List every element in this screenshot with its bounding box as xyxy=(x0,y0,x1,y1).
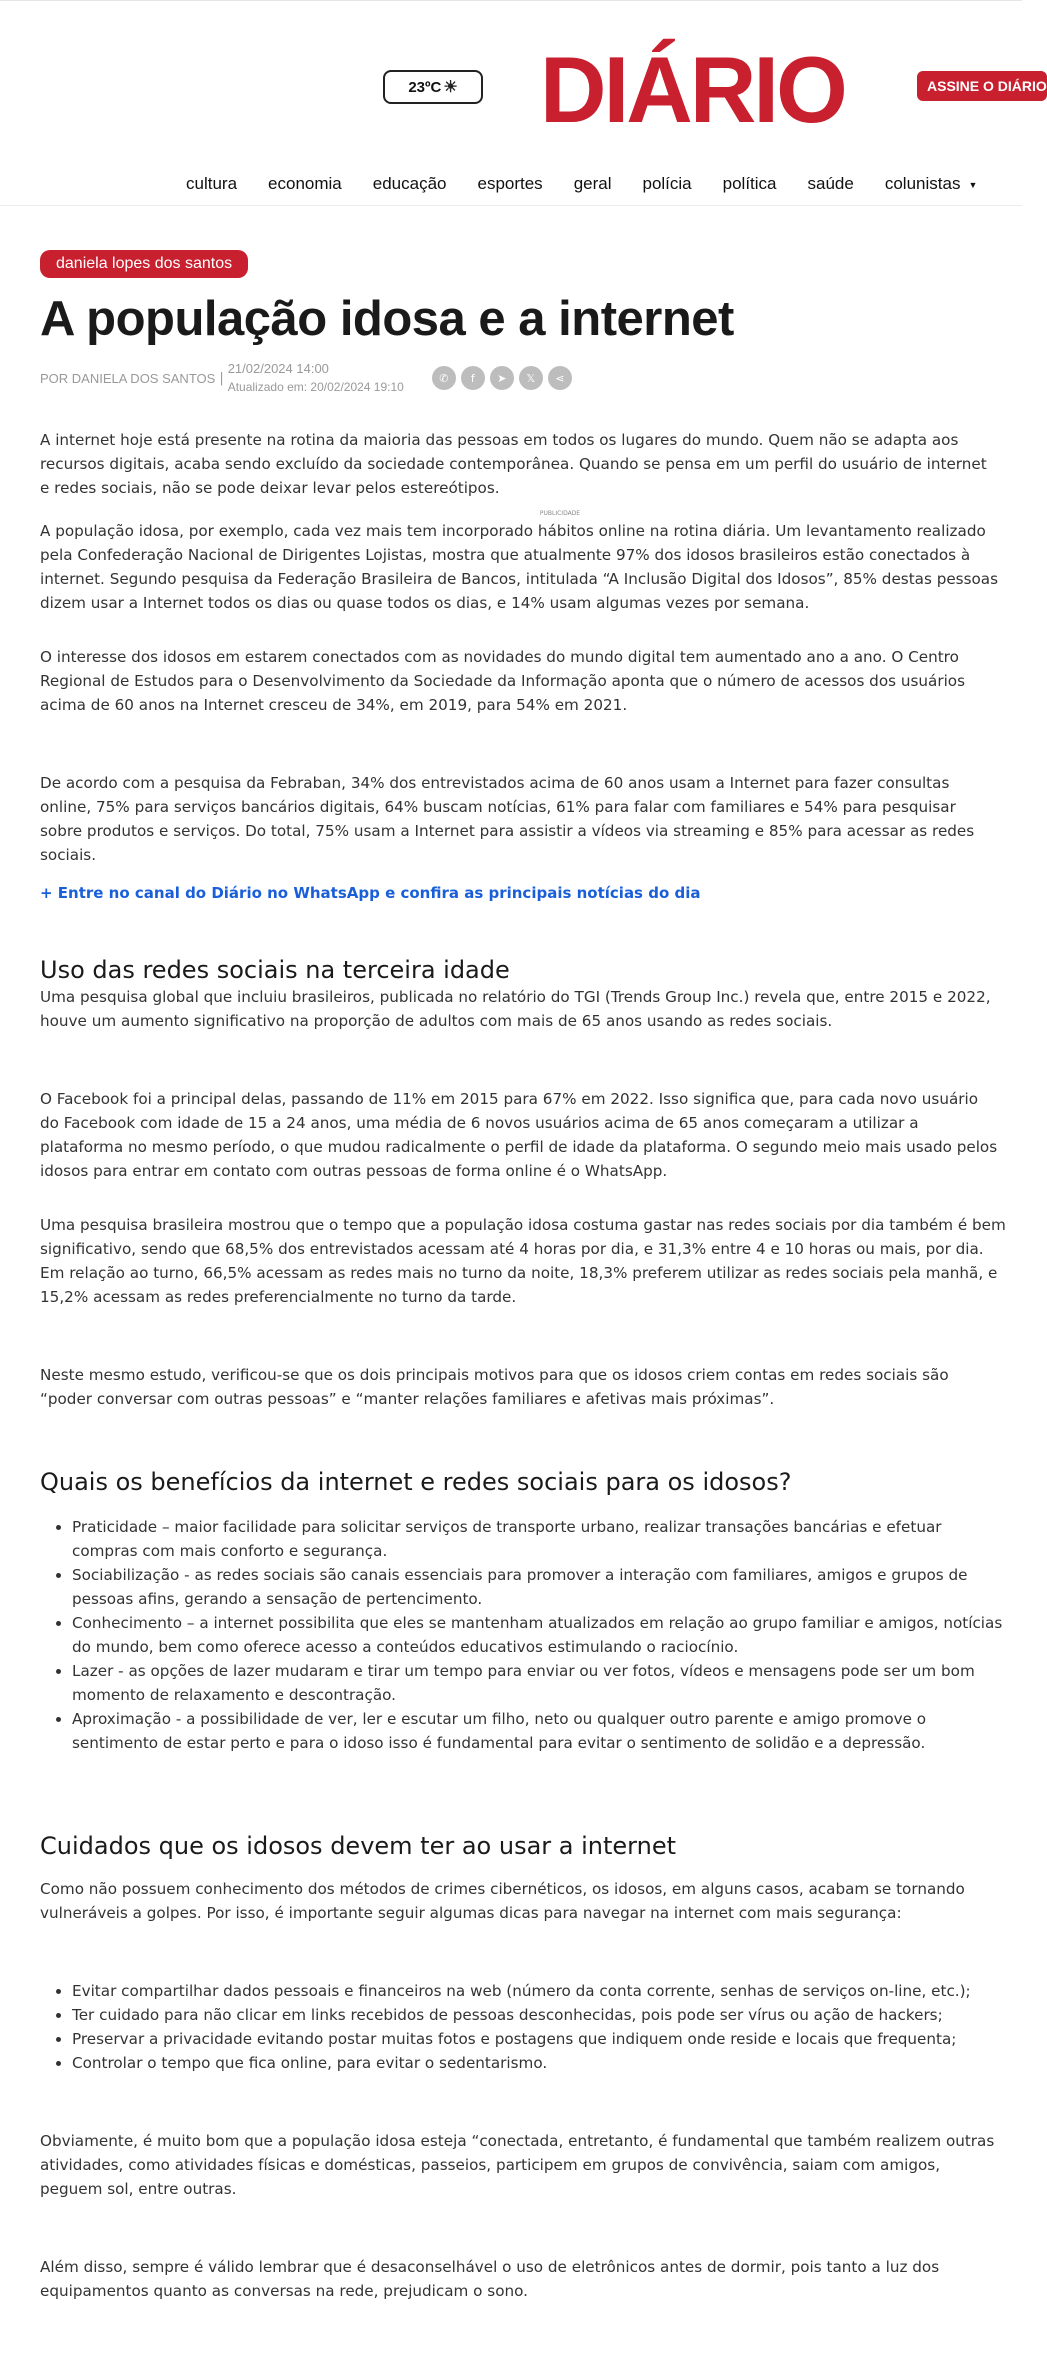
list-item: • Lazer - as opções de lazer mudaram e tirar um tempo para enviar ou ver fotos, vídeos e mensagens pode ser um bom momento de relaxamento e descontração. xyxy=(72,1659,1006,1707)
published-date: 21/02/2024 14:00 xyxy=(227,361,329,376)
section-heading: Uso das redes sociais na terceira idade xyxy=(40,956,510,984)
nav-item-colunistas[interactable] xyxy=(885,174,978,194)
paragraph: Além disso, sempre é válido lembrar que é desaconselhável o uso de eletrônicos antes de dormir, pois tanto a luz dos equipamentos quanto as conversas na rede, prejudicam o sono. xyxy=(40,2258,940,2300)
caret-down-icon: ▼ xyxy=(968,179,978,190)
nav-item-politica[interactable]: política xyxy=(722,174,777,193)
nav-item-policia[interactable]: polícia xyxy=(642,174,692,193)
list-item: • Ter cuidado para não clicar em links recebidos de pessoas desconhecidas, pois pode ser vírus ou ação de hackers; xyxy=(72,2003,1015,2027)
main-nav xyxy=(0,172,1022,206)
nav-item-colunistas-label: colunistas xyxy=(884,174,961,193)
nav-item-saude[interactable]: saúde xyxy=(807,174,854,193)
weather-widget[interactable] xyxy=(383,70,483,104)
article xyxy=(40,250,1010,2303)
facebook-icon[interactable]: f xyxy=(461,366,485,390)
paragraph: De acordo com a pesquisa da Febraban, 34% dos entrevistados acima de 60 anos usam a Internet para fazer consultas online, 75% para serviços bancários digitais, 64% buscam notícias, 61% para falar com familiares e 54% para pesquisar sobre produtos e serviços. Do total, 75% usam a Internet para assistir a vídeos via streaming e 85% para acessar as redes sociais. xyxy=(40,774,975,864)
benefits-list xyxy=(40,1515,1006,1755)
paragraph: Uma pesquisa brasileira mostrou que o tempo que a população idosa costuma gastar nas redes sociais por dia também é bem significativo, sendo que 68,5% dos entrevistados acessam até 4 horas por dia, e 31,3% entre 4 e 10 horas ou mais, por dia. Em relação ao turno, 66,5% acessam as redes mais no turno da noite, 18,3% preferem utilizar as redes sociais pela manhã, e 15,2% acessam as redes preferencialmente no turno da tarde. xyxy=(40,1216,1006,1306)
updated-date: Atualizado em: 20/02/2024 19:10 xyxy=(227,380,404,394)
weather-temperature: 23ºC xyxy=(408,78,442,96)
paragraph: O Facebook foi a principal delas, passando de 11% em 2015 para 67% em 2022. Isso significa que, para cada novo usuário do Facebook com idade de 15 a 24 anos, uma média de 6 novos usuários acima de 65 anos começaram a utilizar a plataforma no mesmo período, o que mudou radicalmente o perfil de idade da plataforma. O segundo meio mais usado pelos idosos para entrar em contato com outras pessoas de forma online é o WhatsApp. xyxy=(40,1090,998,1180)
section-heading: Cuidados que os idosos devem ter ao usar a internet xyxy=(40,1832,676,1860)
article-author[interactable]: POR DANIELA DOS SANTOS xyxy=(40,370,216,386)
paragraph: A internet hoje está presente na rotina da maioria das pessoas em todos os lugares do mundo. Quem não se adapta aos recursos digitais, acaba sendo excluído da sociedade contemporânea. Quando se pensa em um perfil do usuário de internet e redes sociais, não se pode deixar levar pelos estereótipos. xyxy=(40,431,987,497)
list-item: • Evitar compartilhar dados pessoais e financeiros na web (número da conta corrente, senhas de serviços on-line, etc.); xyxy=(72,1979,1015,2003)
nav-item-geral[interactable]: geral xyxy=(573,174,612,193)
subscribe-button[interactable]: ASSINE O DIÁRIO xyxy=(917,71,1047,101)
sun-icon: ☀ xyxy=(443,79,458,96)
paragraph: Neste mesmo estudo, verificou-se que os dois principais motivos para que os idosos criem contas em redes sociais são “poder conversar com outras pessoas” e “manter relações familiares e afetivas mais próximas”. xyxy=(40,1366,949,1408)
list-item: • Sociabilização - as redes sociais são canais essenciais para promover a interação com familiares, amigos e grupos de pessoas afins, gerando a sensação de pertencimento. xyxy=(72,1563,1006,1611)
paragraph: Obviamente, é muito bom que a população idosa esteja “conectada, entretanto, é fundamental que também realizem outras atividades, como atividades físicas e domésticas, passeios, participem em grupos de convivência, saiam com amigos, peguem sol, entre outras. xyxy=(40,2132,995,2198)
nav-item-economia[interactable]: economia xyxy=(268,174,342,193)
article-meta xyxy=(40,358,1010,398)
paragraph: Uma pesquisa global que incluiu brasileiros, publicada no relatório do TGI (Trends Group Inc.) revela que, entre 2015 e 2022, houve um aumento significativo na proporção de adultos com mais de 65 anos usando as redes sociais. xyxy=(40,988,991,1030)
telegram-icon[interactable]: ➤ xyxy=(490,366,514,390)
article-dates xyxy=(228,359,404,397)
meta-separator: | xyxy=(219,370,224,386)
list-item: • Preservar a privacidade evitando postar muitas fotos e postagens que indiquem onde reside e locais que frequenta; xyxy=(72,2027,1015,2051)
list-item: • Praticidade – maior facilidade para solicitar serviços de transporte urbano, realizar transações bancárias e efetuar compras com mais conforto e segurança. xyxy=(72,1515,1006,1563)
column-tag[interactable]: daniela lopes dos santos xyxy=(40,250,248,278)
whatsapp-channel-link[interactable]: + Entre no canal do Diário no WhatsApp e confira as principais notícias do dia xyxy=(40,884,701,902)
x-icon[interactable]: 𝕏 xyxy=(519,366,543,390)
nav-item-cultura[interactable]: cultura xyxy=(186,174,238,193)
paragraph: Como não possuem conhecimento dos métodos de crimes cibernéticos, os idosos, em alguns casos, acabam se tornando vulneráveis a golpes. Por isso, é importante seguir algumas dicas para navegar na internet com mais segurança: xyxy=(40,1880,965,1922)
paragraph: O interesse dos idosos em estarem conectados com as novidades do mundo digital tem aumentado ano a ano. O Centro Regional de Estudos para o Desenvolvimento da Sociedade da Informação aponta que o número de acessos dos usuários acima de 60 anos na Internet cresceu de 34%, em 2019, para 54% em 2021. xyxy=(40,648,965,714)
site-logo[interactable]: DIÁRIO xyxy=(540,37,845,142)
nav-item-esportes[interactable]: esportes xyxy=(477,174,543,193)
list-item: • Controlar o tempo que fica online, para evitar o sedentarismo. xyxy=(72,2051,1015,2075)
share-bar xyxy=(432,366,572,390)
list-item: • Conhecimento – a internet possibilita que eles se mantenham atualizados em relação ao grupo familiar e amigos, notícias do mundo, bem como oferece acesso a conteúdos educativos estimulando o raciocínio. xyxy=(72,1611,1006,1659)
article-title: A população idosa e a internet xyxy=(40,292,734,346)
section-heading: Quais os benefícios da internet e redes sociais para os idosos? xyxy=(40,1468,792,1496)
article-body xyxy=(40,428,1010,2303)
list-item: • Aproximação - a possibilidade de ver, ler e escutar um filho, neto ou qualquer outro parente e amigo promove o sentimento de estar perto e para o idoso isso é fundamental para evitar o sentimento de solidão e a depressão. xyxy=(72,1707,1006,1755)
tips-list xyxy=(40,1979,1015,2075)
ad-label: PUBLICIDADE xyxy=(539,510,581,517)
whatsapp-icon[interactable]: ✆ xyxy=(432,366,456,390)
share-icon[interactable]: ⋖ xyxy=(548,366,572,390)
paragraph: A população idosa, por exemplo, cada vez mais tem incorporado hábitos online na rotina diária. Um levantamento realizado pela Confederação Nacional de Dirigentes Lojistas, mostra que atualmente 97% dos idosos brasileiros estão conectados à internet. Segundo pesquisa da Federação Brasileira de Bancos, intitulada “A Inclusão Digital dos Idosos”, 85% destas pessoas dizem usar a Internet todos os dias ou quase todos os dias, e 14% usam algumas vezes por semana. xyxy=(40,522,999,612)
nav-item-educacao[interactable]: educação xyxy=(372,174,447,193)
